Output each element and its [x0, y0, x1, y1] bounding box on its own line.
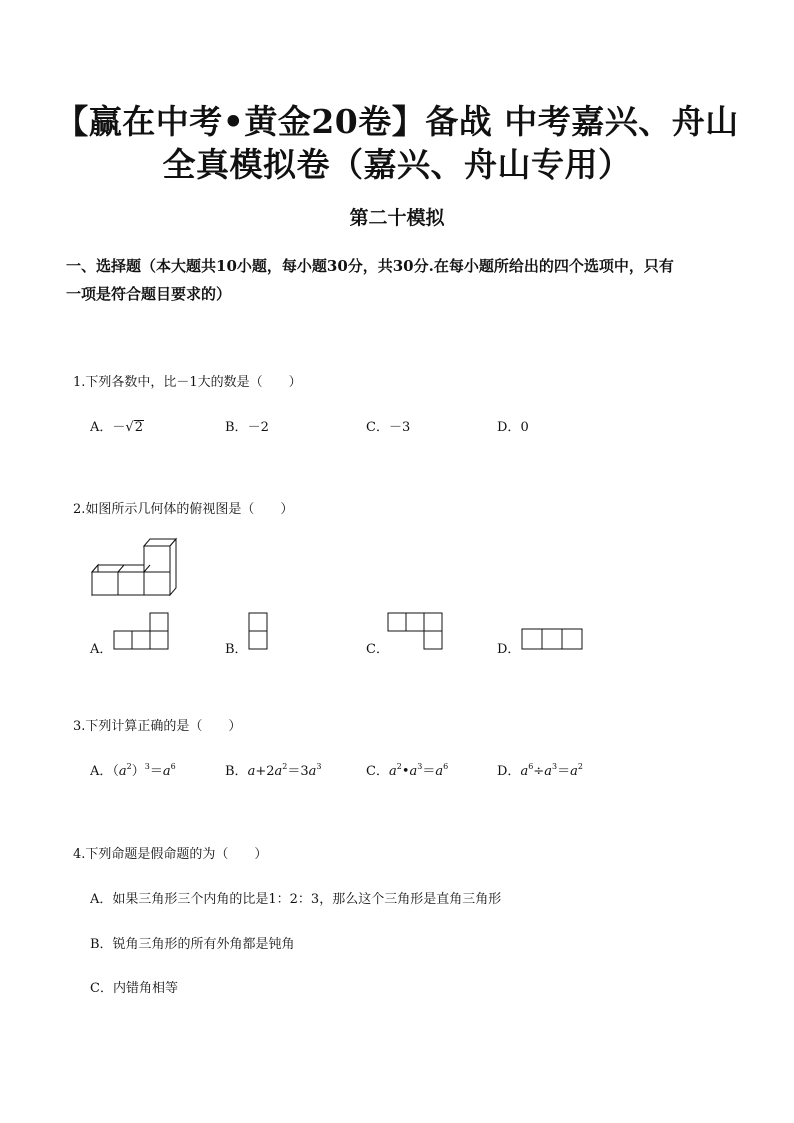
exponent: 6 [528, 762, 534, 771]
solid-figure [88, 537, 180, 599]
question-2-option-c-label: C． [366, 642, 389, 657]
option-b-figure [248, 612, 270, 650]
exponent: 6 [170, 762, 176, 771]
question-2-option-d-label: D． [497, 642, 521, 657]
option-label: A． [90, 764, 113, 779]
exponent: 3 [144, 762, 150, 771]
variable: a [274, 764, 283, 779]
page-title-line1: 【赢在中考•黄金20卷】备战 中考嘉兴、舟山 [55, 102, 739, 141]
option-sign: － [112, 420, 126, 435]
equals: ＝ [149, 764, 163, 779]
question-4-option-b: B．锐角三角形的所有外角都是钝角 [90, 937, 295, 952]
variable: a [388, 764, 397, 779]
question-3-option-c [366, 760, 448, 779]
option-label: D． [497, 764, 521, 779]
question-2-stem: 2.如图所示几何体的俯视图是（ ） [73, 502, 294, 517]
solid-figure-drawing [92, 539, 176, 595]
option-label: D． [497, 420, 521, 435]
question-1-option-b [225, 416, 269, 435]
question-4-option-c: C．内错角相等 [90, 981, 178, 996]
exponent: 2 [282, 762, 288, 771]
question-2-option-a-label: A． [90, 642, 113, 657]
question-3-stem: 3.下列计算正确的是（ ） [73, 719, 242, 734]
page-title-line2: 全真模拟卷（嘉兴、舟山专用） [162, 145, 632, 184]
page-subtitle: 第二十模拟 [349, 207, 445, 229]
question-1-option-a [90, 416, 144, 435]
exponent: 3 [316, 762, 322, 771]
exponent: 3 [417, 762, 423, 771]
close-paren: ） [131, 764, 145, 779]
question-3-option-b [225, 760, 322, 779]
exponent: 2 [126, 762, 132, 771]
equals: ＝3 [287, 764, 309, 779]
question-4-stem: 4.下列命题是假命题的为（ ） [73, 847, 268, 862]
question-2-option-b-label: B． [225, 642, 248, 657]
variable: a [162, 764, 171, 779]
question-3-option-d [497, 760, 583, 779]
operator: • [401, 764, 410, 779]
question-1-stem: 1.下列各数中，比－1大的数是（ ） [73, 375, 302, 390]
option-value: 0 [520, 420, 529, 435]
option-c-figure [387, 612, 447, 650]
variable: a [520, 764, 529, 779]
variable: a [118, 764, 127, 779]
operator: +2 [255, 764, 275, 779]
option-label: A． [90, 420, 113, 435]
variable: a [435, 764, 444, 779]
open-paren: （ [112, 764, 119, 779]
equals: ＝ [557, 764, 571, 779]
variable: a [308, 764, 317, 779]
section-heading-line2: 一项是符合题目要求的） [66, 285, 232, 303]
section-heading-line1: 一、选择题（本大题共10小题，每小题30分，共30分.在每小题所给出的四个选项中，只有 [66, 257, 674, 275]
question-1-option-d [497, 416, 529, 435]
exponent: 2 [577, 762, 583, 771]
option-label: C． [366, 764, 389, 779]
option-label: B． [225, 420, 248, 435]
equals: ＝ [422, 764, 436, 779]
variable: a [570, 764, 578, 779]
variable: a [247, 764, 256, 779]
operator: ÷ [533, 764, 545, 779]
question-4-option-a: A．如果三角形三个内角的比是1：2：3，那么这个三角形是直角三角形 [90, 892, 502, 907]
sqrt-symbol: √2 [125, 420, 143, 435]
option-label: C． [366, 420, 389, 435]
option-a-figure [113, 612, 171, 650]
exponent: 6 [443, 762, 449, 771]
radicand: 2 [134, 420, 143, 435]
question-1-option-c [366, 416, 410, 435]
option-value: －3 [388, 420, 411, 435]
section-heading [66, 252, 746, 308]
option-label: B． [225, 764, 248, 779]
option-d-figure [521, 628, 583, 650]
option-value: －2 [247, 420, 269, 435]
variable: a [409, 764, 418, 779]
exponent: 2 [396, 762, 402, 771]
variable: a [544, 764, 552, 779]
question-3-option-a [90, 760, 176, 779]
exponent: 3 [551, 762, 558, 771]
